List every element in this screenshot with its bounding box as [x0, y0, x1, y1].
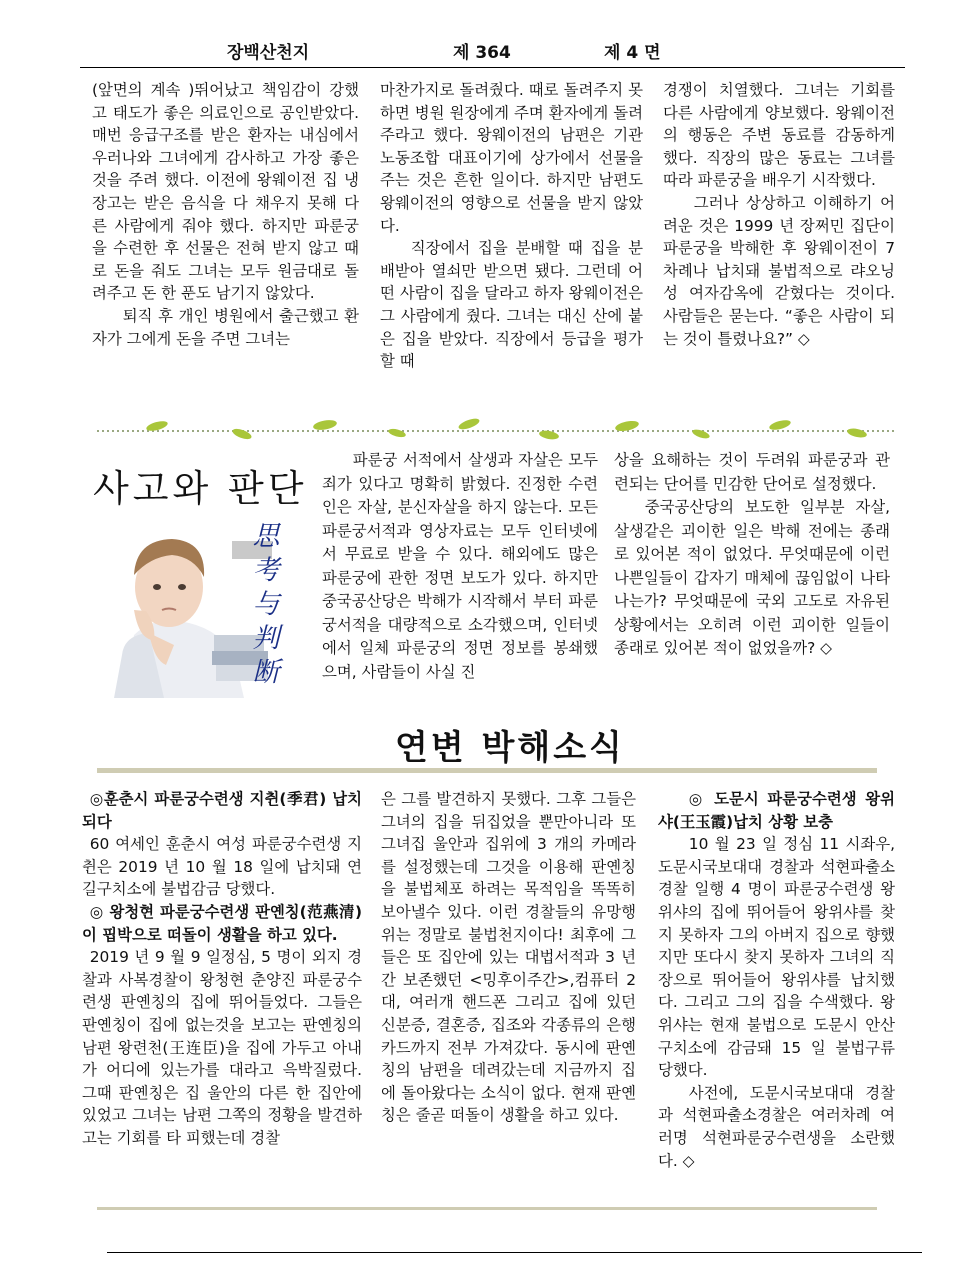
paragraph: 10 월 23 일 정심 11 시좌우, 도문시국보대대 경찰과 석현파출소경찰 일행 4 명이 파룬궁수련생 왕위샤의 집에 뛰어들어 왕위샤를 찾지 못하자 그의 아버지 집으로 향했지만 또다시 찾지 못하자 그녀의 직장으로 뛰어들어 왕위샤를 납치했다. 그리고 그의 집을 수색했다. 왕위샤는 현재 불법으로 도문시 안산구치소에 감금돼 15 일 불법구류 당했다.: [658, 835, 895, 1080]
paragraph: 60 여세인 훈춘시 여성 파룬궁수련생 지췬은 2019 년 10 월 18 일에 납치돼 연길구치소에 불법감금 당했다.: [82, 835, 362, 899]
paragraph: 파룬궁 서적에서 살생과 자살은 모두 죄가 있다고 명확히 밝혔다. 진정한 수련인은 자살, 분신자살을 하지 않는다. 모든 파룬궁서적과 영상자료는 모두 인터넷에서 무료로 받을 수 있다. 해외에도 많은 파룬궁에 관한 정면 보도가 있다. 하지만 중국공산당은 박해가 시작해서 부터 파룬궁서적을 대량적으로 소각했으며, 인터넷에서 일체 파룬궁의 정면 정보를 봉쇄했으며, 사람들이 사실 진: [322, 451, 598, 681]
thinking-col2: [614, 449, 890, 661]
divider-bar: [97, 768, 877, 773]
section-title: 연변 박해소식: [395, 728, 625, 768]
paragraph: (앞면의 계속 )뛰어났고 책임감이 강했고 태도가 좋은 의료인으로 공인받았다. 매번 응급구조를 받은 환자는 내심에서 우러나와 그녀에게 감사하고 가장 좋은 것을 주려 했다. 이전에 왕웨이전 집 냉장고는 받은 음식을 다 채우지 못해 다른 사람에게 줘야 했다. 하지만 파룬궁을 수련한 후 선물은 전혀 받지 않고 때로 돈을 줘도 그녀는 모두 원금대로 돌려주고 돈 한 푼도 남기지 않았다.: [92, 81, 359, 303]
news-heading: ◎ 도문시 파룬궁수련생 왕위샤(王玉霞)납치 상황 보충: [658, 790, 895, 831]
header-rule: [80, 67, 905, 68]
page-number: 제 4 면: [604, 43, 661, 63]
top-article-col2: [380, 79, 643, 373]
paragraph: 퇴직 후 개인 병원에서 출근했고 환자가 그에게 돈을 주면 그녀는: [92, 306, 359, 348]
caption-char: 断: [252, 657, 280, 688]
news-col3: [658, 788, 895, 1172]
footer-rule: [107, 1252, 922, 1253]
paragraph: 중국공산당의 보도한 일부분 자살, 살생같은 괴이한 일은 박해 전에는 종래로 있어본 적이 없었다. 무엇때문에 이런 나쁜일들이 갑자기 매체에 끊임없이 나타나는가? 무엇때문에 국외 고도로 자유된 상황에서는 오히려 이런 괴이한 일들이 종래로 있어본 적이 없었을까? ◇: [614, 498, 890, 657]
photo-vertical-caption: [249, 520, 283, 690]
news-col2: [381, 788, 636, 1127]
section-title: 사고와 판단: [93, 467, 308, 510]
news-heading: ◎ 왕청현 파룬궁수련생 판옌칭(范燕清)이 핍박으로 떠돌이 생활을 하고 있다.: [82, 902, 362, 944]
paragraph: 상을 요해하는 것이 두려워 파룬궁과 관련되는 단어를 민감한 단어로 설정했다.: [614, 451, 890, 493]
paragraph: 경쟁이 치열했다. 그녀는 기회를 다른 사람에게 양보했다. 왕웨이전의 행동은 주변 동료를 감동하게 했다. 직장의 많은 동료는 그녀를 따라 파룬궁을 배우기 시작했다.: [663, 81, 895, 190]
paragraph: 2019 년 9 월 9 일정심, 5 명이 외지 경찰과 사복경찰이 왕청현 춘양진 파룬궁수련생 판옌칭의 집에 뛰어들었다. 그들은 판옌칭이 집에 없는것을 보고는 판옌칭의 남편 왕련천(王连臣)을 집에 가두고 아내가 어디에 있는가를 대라고 윽박질렀다. 그때 판옌칭은 집 울안의 다른 한 집안에 있었고 그녀는 남편 그쪽의 정황을 발견하고는 기회를 타 피했는데 경찰: [82, 948, 362, 1147]
paragraph: 직장에서 집을 분배할 때 집을 분배받아 열쇠만 받으면 됐다. 그런데 어떤 사람이 집을 달라고 하자 왕웨이전은 그 사람에게 줬다. 그녀는 대신 산에 붙은 집을 받았다. 직장에서 등급을 평가할 때: [380, 239, 643, 371]
top-article-col1: [92, 79, 359, 350]
issue-number: 제 364: [453, 43, 511, 63]
paragraph: 그러나 상상하고 이해하기 어려운 것은 1999 년 장쩌민 집단이 파룬궁을 박해한 후 왕웨이전이 7 차례나 납치돼 불법적으로 랴오닝성 여자감옥에 갇혔다는 것이다. 사람들은 묻는다. “좋은 사람이 되는 것이 틀렸나요?” ◇: [663, 193, 895, 348]
publication-name: 장백산천지: [227, 43, 310, 63]
thinking-col1: [322, 449, 598, 684]
caption-char: 与: [252, 589, 280, 620]
news-col1: [82, 788, 362, 1150]
news-heading: ◎훈춘시 파룬궁수련생 지췬(季君) 납치되다: [82, 790, 362, 831]
paragraph: 사전에, 도문시국보대대 경찰과 석현파출소경찰은 여러차례 여러명 석현파룬궁수련생을 소란했다. ◇: [658, 1083, 895, 1170]
divider-bar: [97, 1207, 877, 1210]
caption-char: 判: [252, 623, 280, 654]
caption-char: 思: [252, 521, 280, 552]
paragraph: 은 그를 발견하지 못했다. 그후 그들은 그녀의 집을 뒤집었을 뿐만아니라 또 그녀집 울안과 집위에 3 개의 카메라를 설정했는데 그것을 이용해 판옌칭을 불법체포 하려는 목적임을 똑똑히 보아낼수 있다. 이런 경찰들의 유망행위는 정말로 불법천지이다! 최후에 그들은 또 집안에 있는 대법서적과 3 년간 보존했던 <밍후이주간>,컴퓨터 2 대, 여러개 핸드폰 그리고 집에 있던 신분증, 결혼증, 집조와 각종류의 은행카드까지 전부 가져갔다. 동시에 판옌칭의 남편을 데려갔는데 지금까지 집에 돌아왔다는 소식이 없다. 현재 판옌칭은 줄곧 떠돌이 생활을 하고 있다.: [381, 790, 636, 1125]
top-article-col3: [663, 79, 895, 350]
paragraph: 마찬가지로 돌려줬다. 때로 돌려주지 못하면 병원 원장에게 주며 환자에게 돌려주라고 했다. 왕웨이전의 남편은 기관 노동조합 대표이기에 상가에서 선물을 주는 것은 흔한 일이다. 하지만 남편도 왕웨이전의 영향으로 선물을 받지 않았다.: [380, 81, 643, 235]
leaf-vine-divider: [97, 414, 897, 444]
caption-char: 考: [252, 555, 280, 586]
